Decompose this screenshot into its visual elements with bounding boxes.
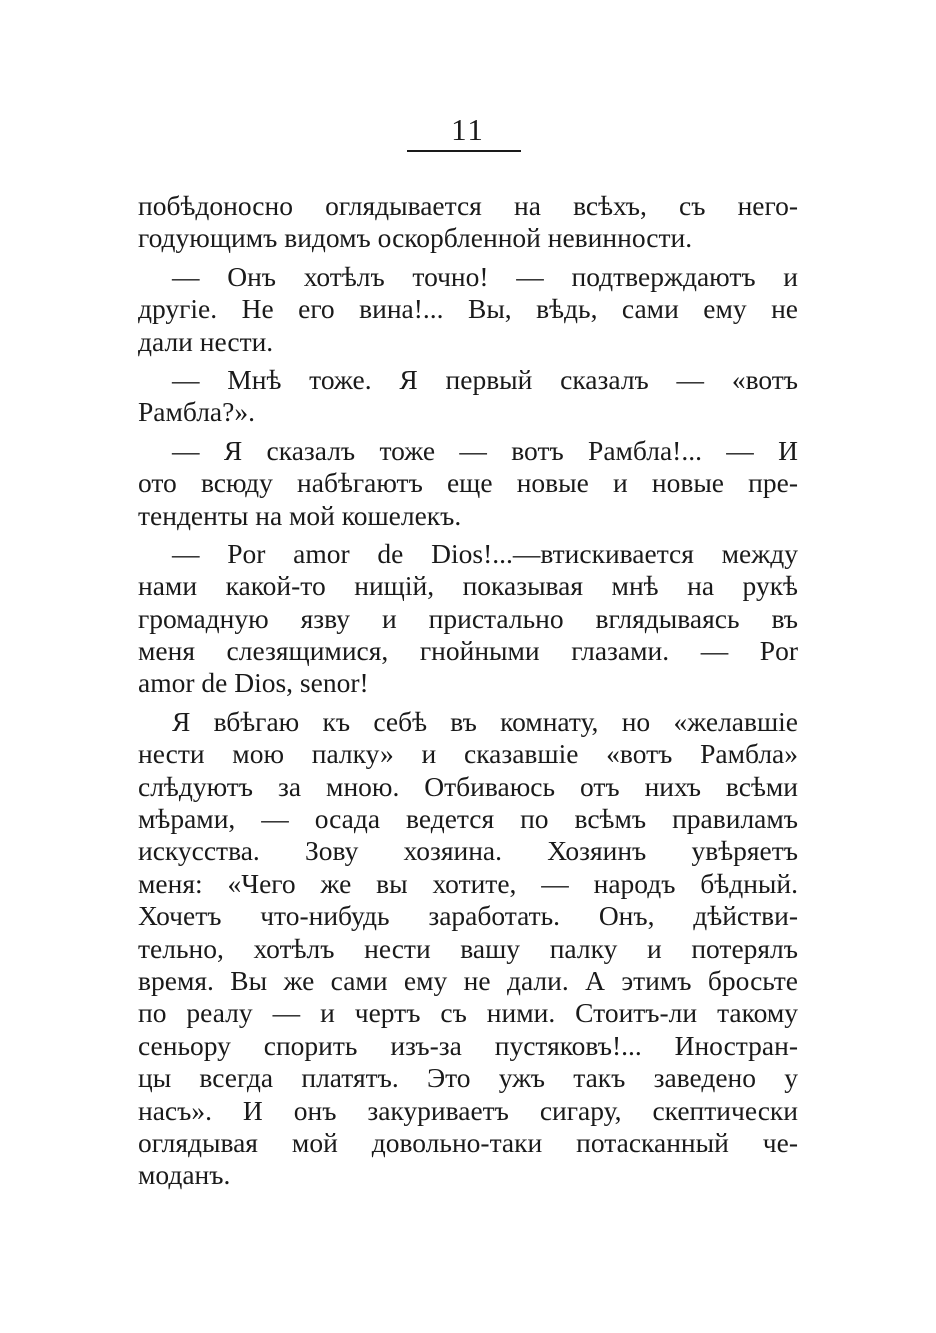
- text-line: годующимъ видомъ оскорбленной невинности.: [138, 222, 693, 254]
- text-line: ото всюду набѣгаютъ еще новые и новые пре-: [138, 467, 798, 499]
- text-line: нести мою палку» и сказавшіе «вотъ Рамбла»: [138, 738, 798, 770]
- text-body: [138, 190, 798, 1192]
- text-line: тельно, хотѣлъ нести вашу палку и потерялъ: [138, 932, 798, 964]
- paragraph: [138, 190, 798, 255]
- text-line: меня: «Чего же вы хотите, — народъ бѣдный.: [138, 867, 798, 899]
- text-line: по реалу — и чертъ съ ними. Стоитъ-ли такому: [138, 997, 798, 1029]
- text-line: меня слезящимися, гнойными глазами. — Por: [138, 635, 798, 667]
- text-line: громадную язву и пристально вглядываясь въ: [138, 602, 798, 634]
- paragraph: [138, 435, 798, 532]
- text-line: — Онъ хотѣлъ точно! — подтверждаютъ и: [172, 260, 798, 292]
- paragraph: [138, 538, 798, 700]
- text-line: насъ». И онъ закуриваетъ сигару, скептически: [138, 1094, 798, 1126]
- text-line: нами какой-то нищій, показывая мнѣ на рукѣ: [138, 570, 798, 602]
- text-line: другіе. Не его вина!... Вы, вѣдь, сами ему не: [138, 293, 798, 325]
- text-line: побѣдоносно оглядывается на всѣхъ, съ него-: [138, 190, 798, 221]
- text-line: искусства. Зову хозяина. Хозяинъ увѣряетъ: [138, 835, 798, 867]
- text-line: оглядывая мой довольно-таки потасканный че-: [138, 1126, 798, 1158]
- paragraph: [138, 261, 798, 358]
- text-line: Я вбѣгаю къ себѣ въ комнату, но «желавшіе: [172, 705, 798, 737]
- paragraph: [138, 364, 798, 429]
- text-line: сеньору спорить изъ-за пустяковъ!... Иностран-: [138, 1029, 798, 1061]
- text-line: Хочетъ что-нибудь заработать. Онъ, дѣйстви-: [138, 900, 798, 932]
- text-line: — Я сказалъ тоже — вотъ Рамбла!... — И: [172, 434, 798, 466]
- page-number-rule: [407, 150, 521, 152]
- text-line: — Por amor de Dios!...—втискивается между: [172, 537, 798, 569]
- paragraph: [138, 706, 798, 1192]
- text-line: Рамбла?».: [138, 396, 255, 428]
- text-line: — Мнѣ тоже. Я первый сказалъ — «вотъ: [172, 363, 798, 395]
- text-line: мѣрами, — осада ведется по всѣмъ правиламъ: [138, 803, 798, 835]
- text-line: моданъ.: [138, 1159, 231, 1191]
- text-line: время. Вы же сами ему не дали. А этимъ бросьте: [138, 964, 798, 996]
- text-line: тенденты на мой кошелекъ.: [138, 499, 462, 531]
- page-number: 11: [451, 112, 485, 147]
- text-line: дали нести.: [138, 325, 274, 357]
- text-line: amor de Dios, senor!: [138, 667, 369, 699]
- text-line: слѣдуютъ за мною. Отбиваюсь отъ нихъ всѣми: [138, 770, 798, 802]
- text-line: цы всегда платятъ. Это ужъ такъ заведено у: [138, 1062, 798, 1094]
